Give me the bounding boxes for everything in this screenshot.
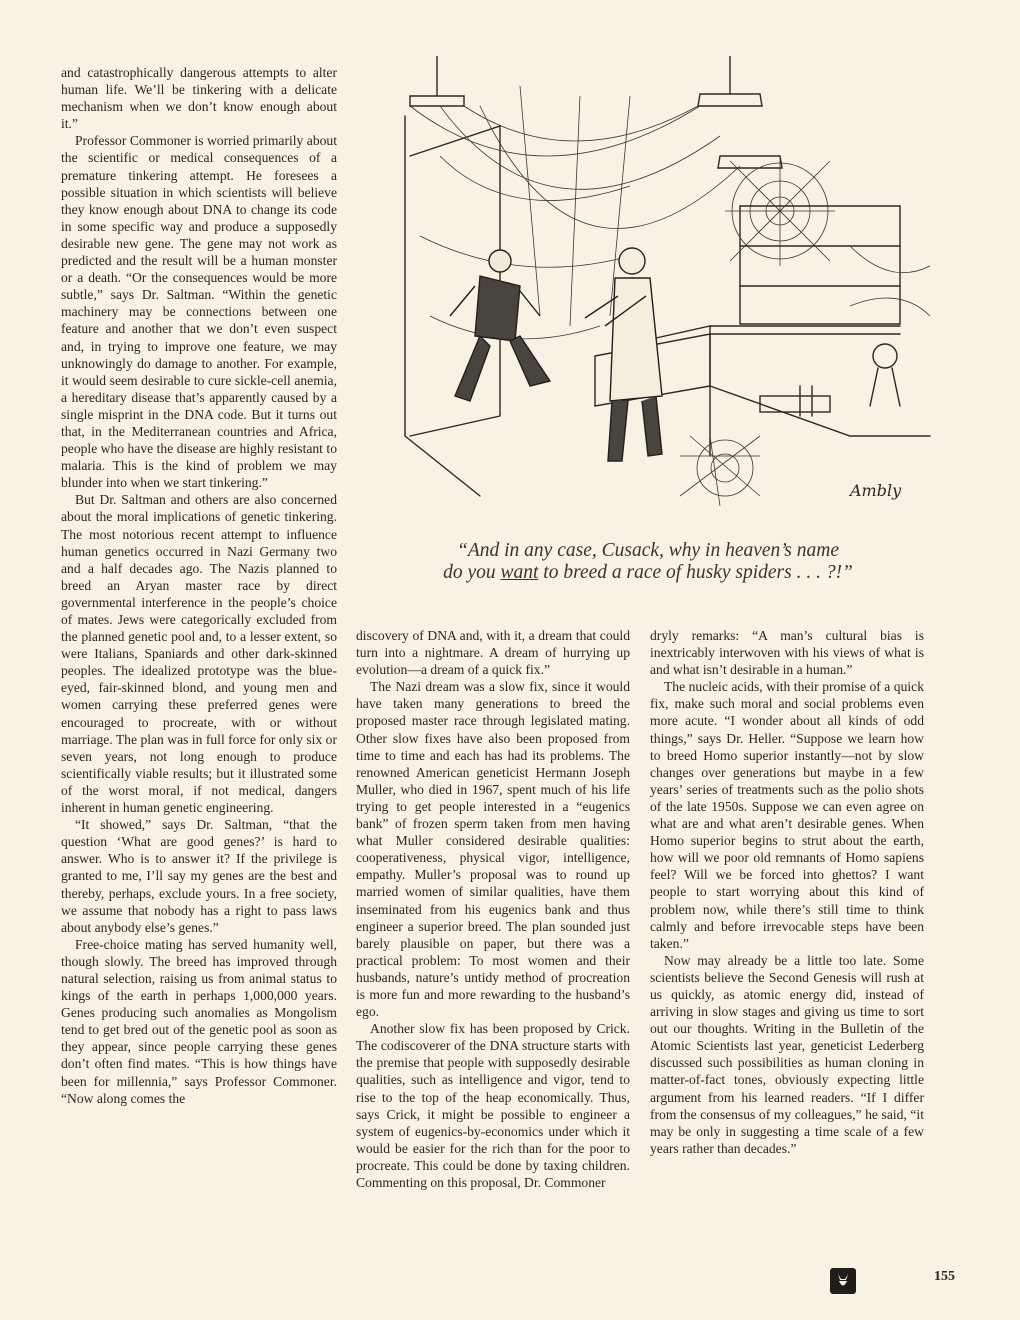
paragraph: discovery of DNA and, with it, a dream that could turn into a nightmare. A dream of hurrying up evolution—a dream of a quick fix.” <box>356 628 630 678</box>
paragraph: Now may already be a little too late. Some scientists believe the Second Genesis will rush at us quickly, as atomic energy did, instead of arriving in slow stages and giving us time to sort out our thoughts. Writing in the Bulletin of the Atomic Scientists last year, geneticist Lederberg discussed such possibilities as human cloning in matter-of-fact tones, obviously expecting little argument from his learned readers. “If I differ from the consensus of my colleagues,” he said, “it may be only in suggesting a time scale of a few years rather than decades.” <box>650 952 924 1156</box>
paragraph: dryly remarks: “A man’s cultural bias is inextricably interwoven with his views of what is and what isn’t desirable in a human.” <box>650 628 924 678</box>
caption-line-2 <box>398 562 898 584</box>
paragraph: and catastrophically dangerous attempts to alter human life. We’ll be tinkering with a delicate mechanism when we don’t know enough about it.” <box>61 65 337 132</box>
cartoonist-signature: Ambly <box>850 481 902 500</box>
article-column-left <box>61 64 337 1290</box>
caption-text: to breed a race of husky spiders . . . ?!” <box>538 562 853 583</box>
paragraph: “It showed,” says Dr. Saltman, “that the question ‘What are good genes?’ is hard to answer. Who is to answer it? If the privilege is granted to me, I’ll say my genes are the best and thereby, perhaps, exclude yours. In a free society, we assume that nobody has a right to pass laws about anybody else’s genes.” <box>61 817 337 935</box>
article-column-right <box>650 627 924 1282</box>
cartoon-caption <box>398 540 898 584</box>
paragraph: But Dr. Saltman and others are also concerned about the moral implications of genetic tinkering. The most notorious recent attempt to influence human genetics occurred in Nazi Germany two and a half decades ago. The Nazis planned to breed an Aryan master race by direct governmental interference in the people’s choice of mates. Jews were categorically excluded from the planned genetic pool and, to a lesser extent, so were Italians, Spaniards and other dark-skinned peoples. The idealized prototype was the blue-eyed, fair-skinned blond, and young men and women carrying these preferred genes were encouraged to procreate, with or without marriage. The plan was in full force for only six or seven years, not long enough to produce scientifically viable results; but it illustrated some of the worst moral, if not medical, dangers inherent in human genetic engineering. <box>61 492 337 816</box>
rabbit-head-icon <box>830 1268 856 1294</box>
paragraph: Another slow fix has been proposed by Crick. The codiscoverer of the DNA structure starts with the premise that people with supposedly desirable qualities, such as intelligence and vigor, tend to rise to the top of the heap economically. Thus, says Crick, it might be possible to engineer a system of eugenics-by-economics under which it would be easier for the rich than for the poor to procreate. This could be done by taxing children. Commenting on this proposal, Dr. Commoner <box>356 1021 630 1190</box>
paragraph: The Nazi dream was a slow fix, since it would have taken many generations to breed the proposed master race through legislated mating. Other slow fixes have also been proposed from time to time and each has had its problems. The renowned American geneticist Hermann Joseph Muller, who died in 1967, spent much of his life trying to get people interested in a “eugenics bank” of frozen sperm taken from men having what Muller considered desirable qualities: cooperativeness, physical vigor, intelligence, empathy. Muller’s proposal was to round up married women of similar qualities, have them inseminated from his eugenics bank and thus engineer a superior breed. The plan sounded just barely plausible on paper, but there was a practical problem: To most women and their husbands, nature’s untidy method of procreation is more fun and more rewarding to the husband’s ego. <box>356 679 630 1020</box>
cartoon-illustration <box>380 56 940 534</box>
paragraph: Free-choice mating has served humanity well, though slowly. The breed has improved through natural selection, raising us from animal status to kings of the earth in perhaps 1,000,000 years. Genes producing such anomalies as Mongolism tend to get bred out of the genetic pool as soon as they appear, since people carrying these genes don’t often find mates. “This is how things have been for millennia,” says Professor Commoner. “Now along comes the <box>61 936 337 1106</box>
caption-text: do you <box>443 562 501 583</box>
paragraph: The nucleic acids, with their promise of a quick fix, make such moral and social problems even more acute. “I wonder about all kinds of odd things,” says Dr. Heller. “Suppose we learn how to breed Homo superior instantly—not by slow changes over generations but maybe in a few years’ series of treatments such as the polio shots of the late 1950s. Suppose we can even agree on what are and what aren’t desirable genes. When Homo superior begins to strut about the earth, how will we poor old remnants of Homo sapiens feel? Will we be forced into ghettos? I want people to start worrying about this kind of problem now, while there’s still time to think calmly and before irrevocable steps have been taken.” <box>650 679 924 951</box>
page-number: 155 <box>934 1269 955 1284</box>
paragraph: Professor Commoner is worried primarily about the scientific or medical consequences of a premature tinkering attempt. He foresees a possible situation in which scientists will believe they know enough about DNA to change its code in some specific way and produce a supposedly desirable new gene. The gene may not work as predicted and the result will be a human monster or a death. “Or the consequences would be more subtle,” says Dr. Saltman. “Within the genetic machinery may be connections between one feature and another that we don’t even suspect and, in trying to improve one feature, we may unknowingly do damage to another. For example, it would seem desirable to cure sickle-cell anemia, a hereditary disease that’s apparently caused by a single misprint in the DNA code. But it turns out that, in the Mediterranean countries and Africa, people who have the disease are highly resistant to malaria. This is the kind of problem we may blunder into when we start tinkering.” <box>61 133 337 491</box>
caption-line-1: “And in any case, Cusack, why in heaven’s name <box>457 540 839 561</box>
article-column-middle <box>356 627 630 1282</box>
caption-emphasis: want <box>500 562 539 583</box>
